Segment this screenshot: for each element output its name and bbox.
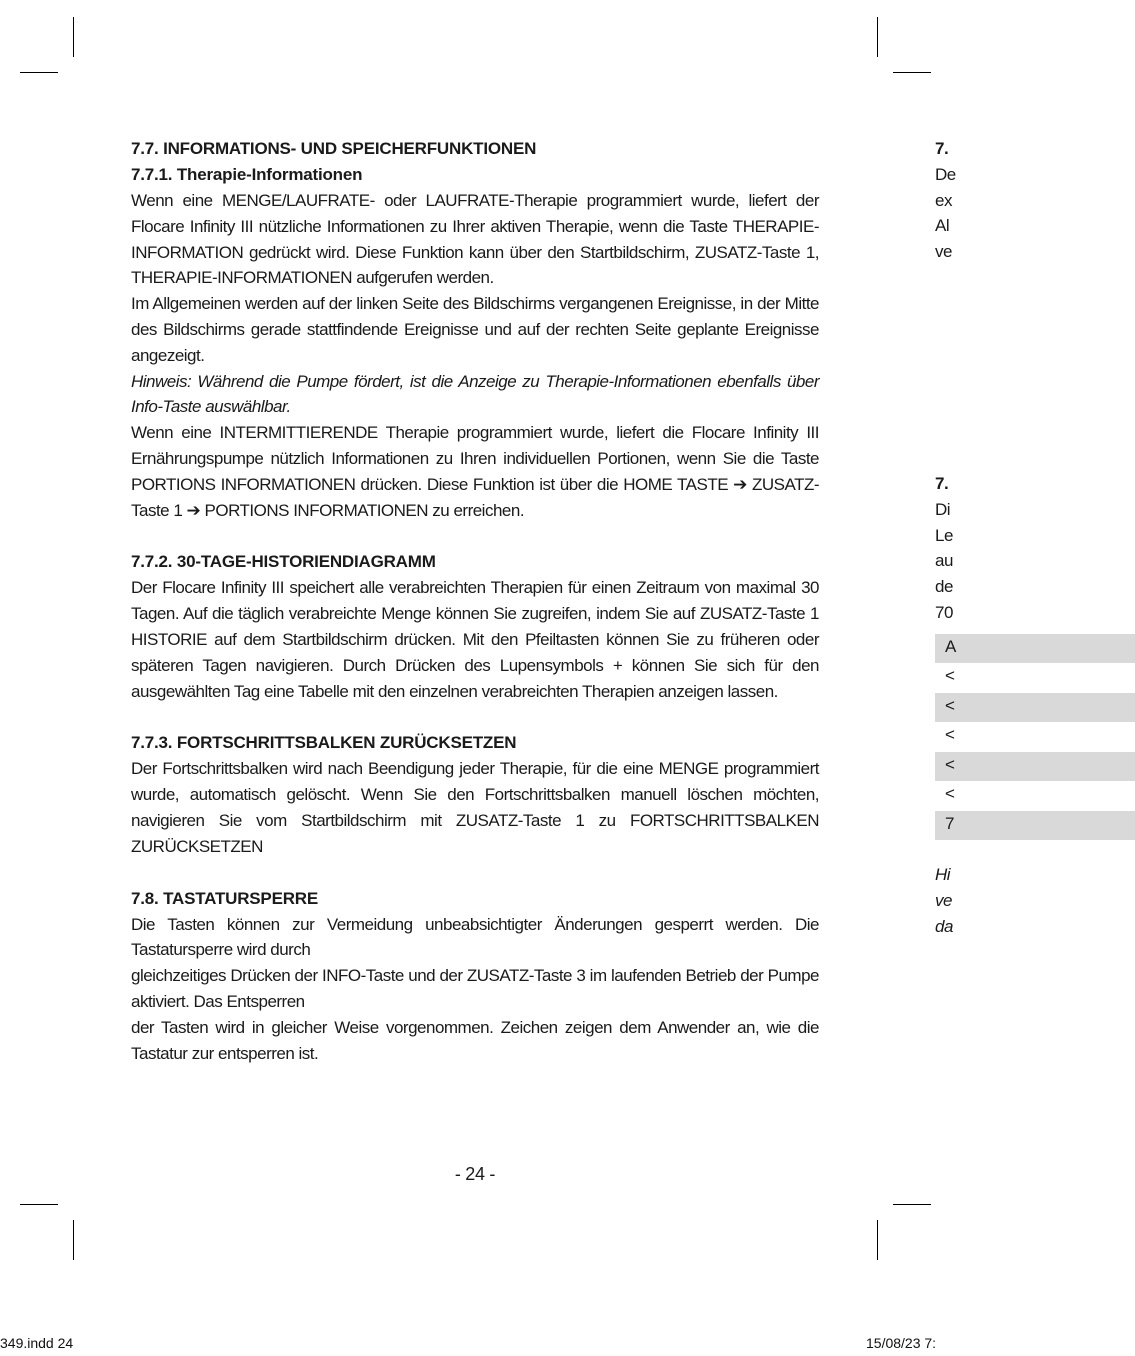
body-paragraph: Wenn eine INTERMITTIERENDE Therapie programmiert wurde, liefert die Flocare Infinity III Ernährungspumpe nützlich Informationen zu Ihren individuellen Portionen, wenn Sie die Taste PORTIONS INFORMATIONEN drücken. Diese Funktion ist über die HOME TASTE ➔ ZUSATZ-Taste 1 ➔ PORTIONS INFORMATIONEN zu erreichen. (131, 423, 819, 520)
section-heading: 7.7.2. 30-TAGE-HISTORIENDIAGRAMM (131, 552, 436, 572)
crop-mark (73, 1220, 74, 1260)
crop-mark (893, 72, 931, 73)
adjacent-text-fragment: De (935, 164, 956, 184)
adjacent-text-fragment: ve (935, 242, 952, 262)
adjacent-text-fragment: au (935, 551, 953, 571)
adjacent-table-row: < (945, 725, 955, 745)
body-paragraph: Wenn eine MENGE/LAUFRATE- oder LAUFRATE-Therapie programmiert wurde, liefert der Flocare Infinity III nützliche Informationen zu Ihrer aktiven Therapie, wenn die Taste THERAPIE-INFORMATION gedrückt wird. Diese Funktion kann über den Startbildschirm, ZUSATZ-Taste 1, THERAPIE-INFORMATIONEN aufgerufen werden. (131, 191, 819, 288)
adjacent-table-row: 7 (935, 811, 1135, 841)
adjacent-table-row: < (945, 784, 955, 804)
note-paragraph: Hinweis: Während die Pumpe fördert, ist die Anzeige zu Therapie-Informationen ebenfalls über Info-Taste auswählbar. (131, 371, 819, 417)
section-heading: 7.7. INFORMATIONS- UND SPEICHERFUNKTIONEN (131, 139, 537, 158)
adjacent-text-fragment: 70 (935, 602, 953, 622)
adjacent-text-fragment: ve (935, 891, 952, 911)
adjacent-text-fragment: 7. (935, 139, 949, 158)
adjacent-text-fragment: Al (935, 216, 950, 236)
section-heading: 7.8. TASTATURSPERRE (131, 888, 319, 908)
adjacent-text-fragment: ex (935, 190, 952, 210)
page-number: - 24 - (454, 1164, 496, 1184)
body-paragraph: Der Fortschrittsbalken wird nach Beendigung jeder Therapie, für die eine MENGE programmiert wurde, automatisch gelöscht. Wenn Sie den Fortschrittsbalken manuell löschen möchten, navigieren Sie vom Startbildschirm mit ZUSATZ-Taste 1 zu FORTSCHRITTSBALKEN ZURÜCKSETZEN (131, 759, 819, 856)
body-paragraph: Der Flocare Infinity III speichert alle verabreichten Therapien für einen Zeitraum von maximal 30 Tagen. Auf die täglich verabreichte Menge können Sie zugreifen, indem Sie auf ZUSATZ-Taste 1 HISTORIE auf dem Startbildschirm drücken. Mit den Pfeiltasten können Sie zu früheren oder späteren Tagen navigieren. Durch Drücken des Lupensymbols + können Sie sich für den ausgewählten Tag eine Tabelle mit den einzelnen verabreichten Therapien anzeigen lassen. (131, 578, 819, 701)
crop-mark (877, 17, 878, 57)
section-spacer (131, 704, 819, 730)
section-heading: 7.7.1. Therapie-Informationen (131, 165, 363, 184)
adjacent-page-table (935, 634, 1135, 841)
crop-mark (20, 1204, 58, 1205)
body-paragraph: Im Allgemeinen werden auf der linken Seite des Bildschirms vergangenen Ereignisse, in der Mitte des Bildschirms gerade stattfindende Ereignisse und auf der rechten Seite geplante Ereignisse angezeigt. (131, 294, 819, 365)
section-spacer (131, 523, 819, 549)
crop-mark (20, 72, 58, 73)
adjacent-table-row: < (935, 752, 1135, 782)
page-body (131, 136, 819, 1066)
adjacent-text-fragment: 7. (935, 473, 949, 493)
crop-mark (877, 1220, 878, 1260)
body-paragraph: Die Tasten können zur Vermeidung unbeabsichtigter Änderungen gesperrt werden. Die Tastatursperre wird durch (131, 914, 819, 960)
adjacent-page-fragment (935, 136, 1135, 940)
adjacent-text-fragment: Hi (935, 865, 951, 885)
adjacent-text-fragment: Di (935, 499, 951, 519)
crop-mark (893, 1204, 931, 1205)
crop-mark (73, 17, 74, 57)
adjacent-text-fragment: da (935, 916, 953, 936)
body-paragraph: der Tasten wird in gleicher Weise vorgenommen. Zeichen zeigen dem Anwender an, wie die Tastatur zur entsperren ist. (131, 1017, 819, 1063)
adjacent-table-row: < (935, 693, 1135, 723)
adjacent-text-fragment: Le (935, 525, 953, 545)
body-paragraph: gleichzeitiges Drücken der INFO-Taste und der ZUSATZ-Taste 3 im laufenden Betrieb der Pumpe aktiviert. Das Entsperren (131, 966, 819, 1011)
adjacent-text-fragment: de (935, 577, 953, 597)
section-spacer (131, 860, 819, 886)
footer-file-info: 349.indd 24 (0, 1335, 74, 1351)
adjacent-table-row: < (945, 666, 955, 686)
section-heading: 7.7.3. FORTSCHRITTSBALKEN ZURÜCKSETZEN (131, 733, 517, 753)
footer-date: 15/08/23 7: (866, 1335, 937, 1351)
adjacent-table-row: A (935, 634, 1135, 664)
